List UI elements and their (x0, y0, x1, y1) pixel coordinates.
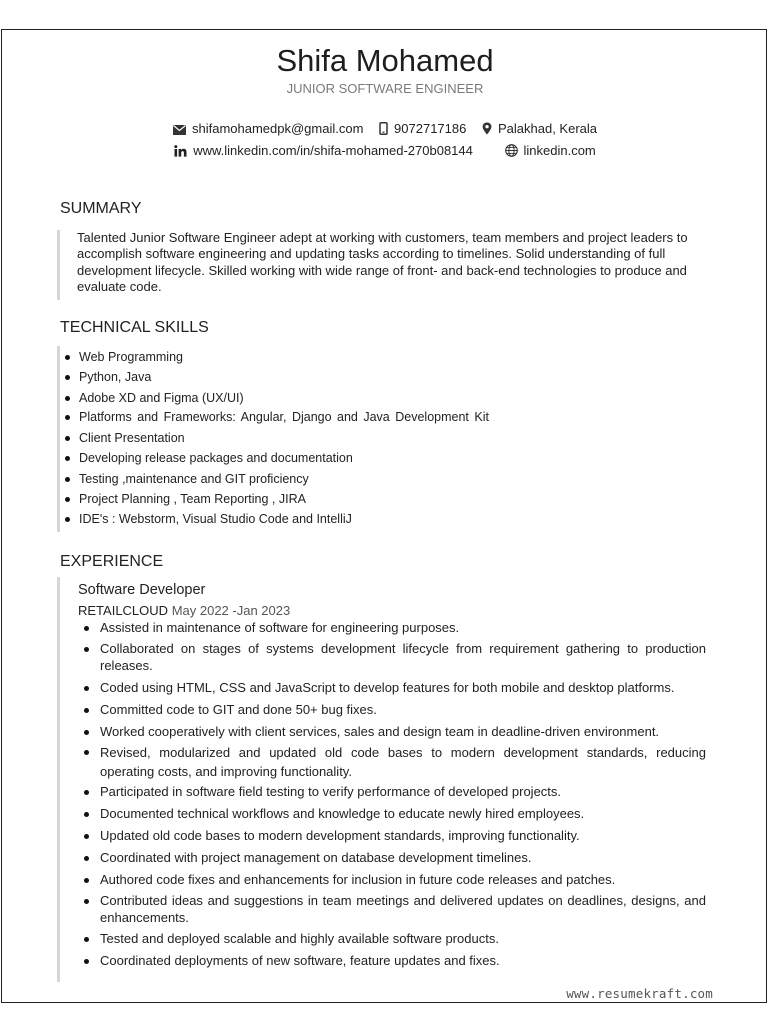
bullet-dot (65, 517, 70, 522)
job-title: Software Developer (78, 582, 206, 598)
linkedin-icon (174, 145, 187, 157)
bullet-dot (84, 686, 89, 691)
resume-page (1, 29, 767, 1003)
bullet-dot (84, 730, 89, 735)
contact-row-secondary (2, 142, 768, 158)
list-item: Committed code to GIT and done 50+ bug fixes. (100, 701, 706, 718)
summary-block (57, 230, 707, 300)
bullet-dot (84, 834, 89, 839)
list-item: Worked cooperatively with client services, sales and design team in deadline-driven environment. (100, 723, 706, 740)
list-item: Collaborated on stages of systems development lifecycle from requirement gathering to production releases. (100, 640, 706, 674)
bullet-dot (84, 937, 89, 942)
contact-phone (379, 121, 466, 136)
linkedin-url-text: www.linkedin.com/in/shifa-mohamed-270b08144 (193, 143, 473, 159)
list-item: Coded using HTML, CSS and JavaScript to develop features for both mobile and desktop platforms. (100, 679, 706, 696)
bullet-dot (84, 708, 89, 713)
company-name: RETAILCLOUD (78, 603, 169, 618)
bullet-dot (84, 812, 89, 817)
skills-list (57, 346, 660, 532)
bullet-dot (84, 959, 89, 964)
envelope-icon (173, 125, 186, 135)
list-item: Coordinated with project management on database development timelines. (100, 849, 706, 866)
list-item: Python, Java (79, 370, 151, 384)
list-item: Project Planning , Team Reporting , JIRA (79, 492, 306, 506)
list-item: Web Programming (79, 350, 183, 364)
bullet-dot (84, 626, 89, 631)
footer-watermark: www.resumekraft.com (566, 986, 713, 1001)
list-item: Revised, modularized and updated old code bases to modern development standards, reducing operating costs, and improving functionality. (100, 743, 706, 781)
contact-email[interactable] (173, 121, 363, 136)
candidate-role: JUNIOR SOFTWARE ENGINEER (286, 81, 484, 96)
skills-heading: TECHNICAL SKILLS (60, 319, 209, 336)
bullet-dot (65, 456, 70, 461)
experience-heading: EXPERIENCE (60, 553, 164, 570)
website-text: linkedin.com (523, 143, 596, 159)
bullet-dot (65, 396, 70, 401)
bullet-dot (84, 899, 89, 904)
bullet-dot (65, 477, 70, 482)
bullet-dot (84, 856, 89, 861)
bullet-dot (65, 375, 70, 380)
bullet-dot (84, 878, 89, 883)
contact-row-primary (2, 120, 768, 136)
list-item: Developing release packages and documentation (79, 451, 353, 465)
list-item: Adobe XD and Figma (UX/UI) (79, 391, 244, 405)
location-text: Palakhad, Kerala (497, 121, 597, 137)
bullet-dot (65, 497, 70, 502)
list-item: Assisted in maintenance of software for engineering purposes. (100, 619, 706, 636)
contact-website[interactable] (505, 143, 596, 158)
list-item: Participated in software field testing to verify performance of developed projects. (100, 783, 706, 800)
list-item: Contributed ideas and suggestions in team meetings and delivered updates on deadlines, designs, and enhancements. (100, 892, 706, 926)
list-item: IDE's : Webstorm, Visual Studio Code and IntelliJ (79, 512, 352, 526)
contact-linkedin[interactable] (174, 143, 473, 158)
list-item: Authored code fixes and enhancements for inclusion in future code releases and patches. (100, 871, 706, 888)
bullet-dot (65, 415, 70, 420)
email-text: shifamohamedpk@gmail.com (191, 121, 364, 137)
globe-icon (505, 144, 518, 157)
list-item: Platforms and Frameworks: Angular, Django and Java Development Kit (79, 410, 489, 424)
experience-block (57, 577, 710, 982)
bullet-dot (84, 750, 89, 755)
contact-location (482, 121, 597, 136)
list-item: Tested and deployed scalable and highly available software products. (100, 930, 706, 947)
list-item: Client Presentation (79, 431, 185, 445)
bullet-dot (65, 436, 70, 441)
list-item: Updated old code bases to modern development standards, improving functionality. (100, 827, 706, 844)
bullet-dot (84, 790, 89, 795)
list-item: Documented technical workflows and knowledge to educate newly hired employees. (100, 805, 706, 822)
map-pin-icon (482, 122, 492, 135)
candidate-name: Shifa Mohamed (276, 43, 494, 78)
phone-text: 9072717186 (394, 121, 467, 137)
list-item: Coordinated deployments of new software, feature updates and fixes. (100, 952, 706, 969)
mobile-phone-icon (379, 122, 388, 135)
bullet-dot (84, 647, 89, 652)
bullet-dot (65, 355, 70, 360)
job-company-line (78, 603, 290, 618)
summary-heading: SUMMARY (60, 200, 142, 217)
job-dates: May 2022 -Jan 2023 (171, 603, 291, 618)
list-item: Testing ,maintenance and GIT proficiency (79, 472, 309, 486)
summary-text: Talented Junior Software Engineer adept at working with customers, team members and project leaders to accomplish software engineering and updating tasks according to timelines. Solid understanding of full development lifecycle. Skilled working with wide range of front- and back-end technologies to produce and evaluate code. (77, 230, 688, 294)
